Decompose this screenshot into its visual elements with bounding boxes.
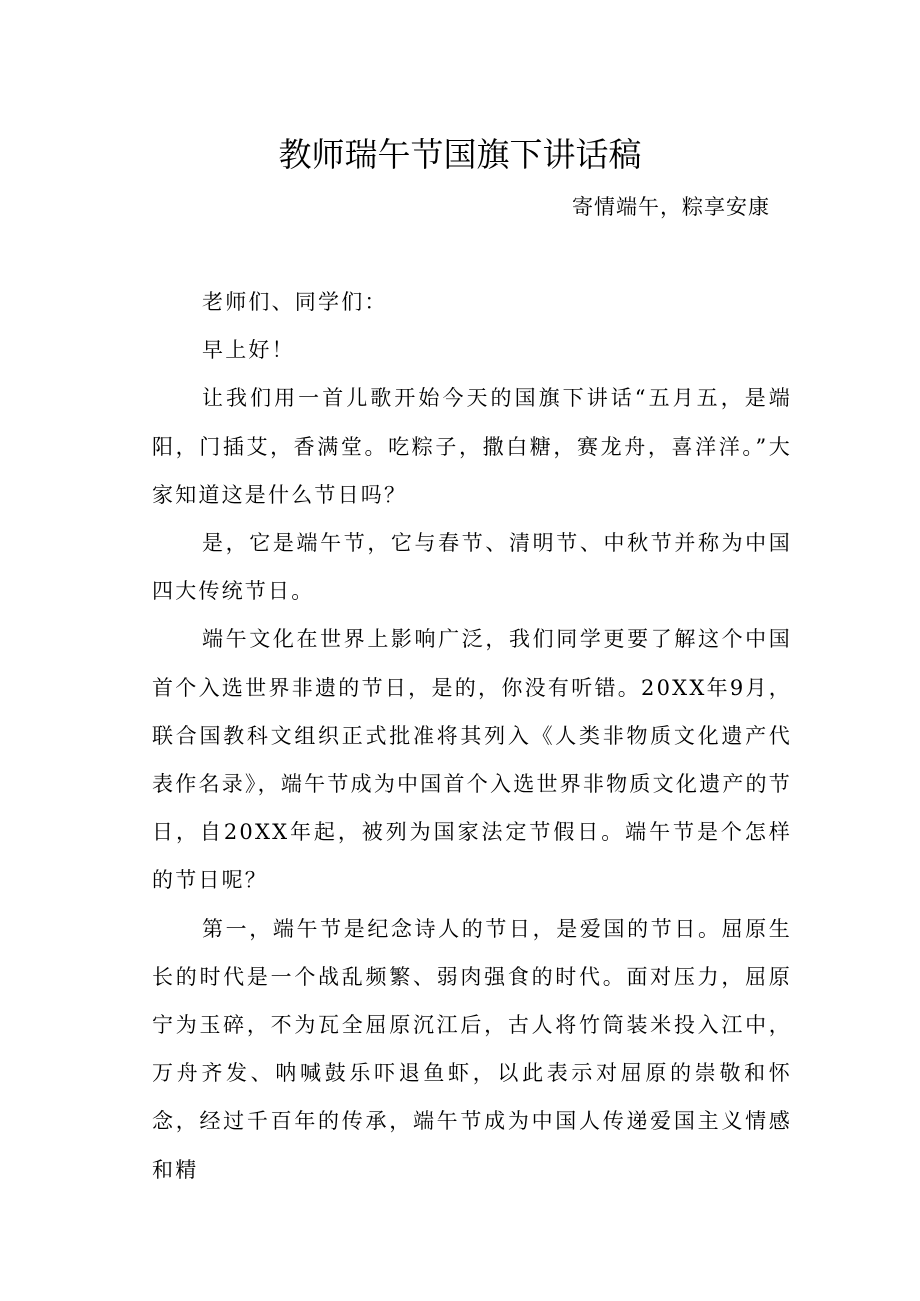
paragraph: 第一，端午节是纪念诗人的节日，是爱国的节日。屈原生长的时代是一个战乱频繁、弱肉强食的时代。面对压力，屈原宁为玉碎，不为瓦全屈原沉江后，古人将竹筒装米投入江中，万舟齐发、呐喊鼓乐吓退鱼虾，以此表示对屈原的崇敬和怀念，经过千百年的传承，端午节成为中国人传递爱国主义情感和精 <box>152 916 792 1182</box>
paragraph-good-morning: 早上好！ <box>202 338 295 363</box>
paragraph: 让我们用一首儿歌开始今天的国旗下讲话“五月五，是端阳，门插艾，香满堂。吃粽子，撒白糖，赛龙舟，喜洋洋。”大家知道这是什么节日吗？ <box>152 386 792 507</box>
document-title: 教师瑞午节国旗下讲话稿 <box>278 135 642 174</box>
paragraph-greeting: 老师们、同学们： <box>202 290 388 314</box>
document-subtitle: 寄情端午，粽享安康 <box>572 195 770 219</box>
document-body <box>152 278 792 1194</box>
paragraph: 是，它是端午节，它与春节、清明节、中秋节并称为中国四大传统节日。 <box>152 531 792 604</box>
paragraph: 端午文化在世界上影响广泛，我们同学更要了解这个中国首个入选世界非遗的节日，是的，你没有听错。20XX年9月，联合国教科文组织正式批准将其列入《人类非物质文化遗产代表作名录》，端午节成为中国首个入选世界非物质文化遗产的节日，自20XX年起，被列为国家法定节假日。端午节是个怎样的节日呢？ <box>152 627 792 893</box>
